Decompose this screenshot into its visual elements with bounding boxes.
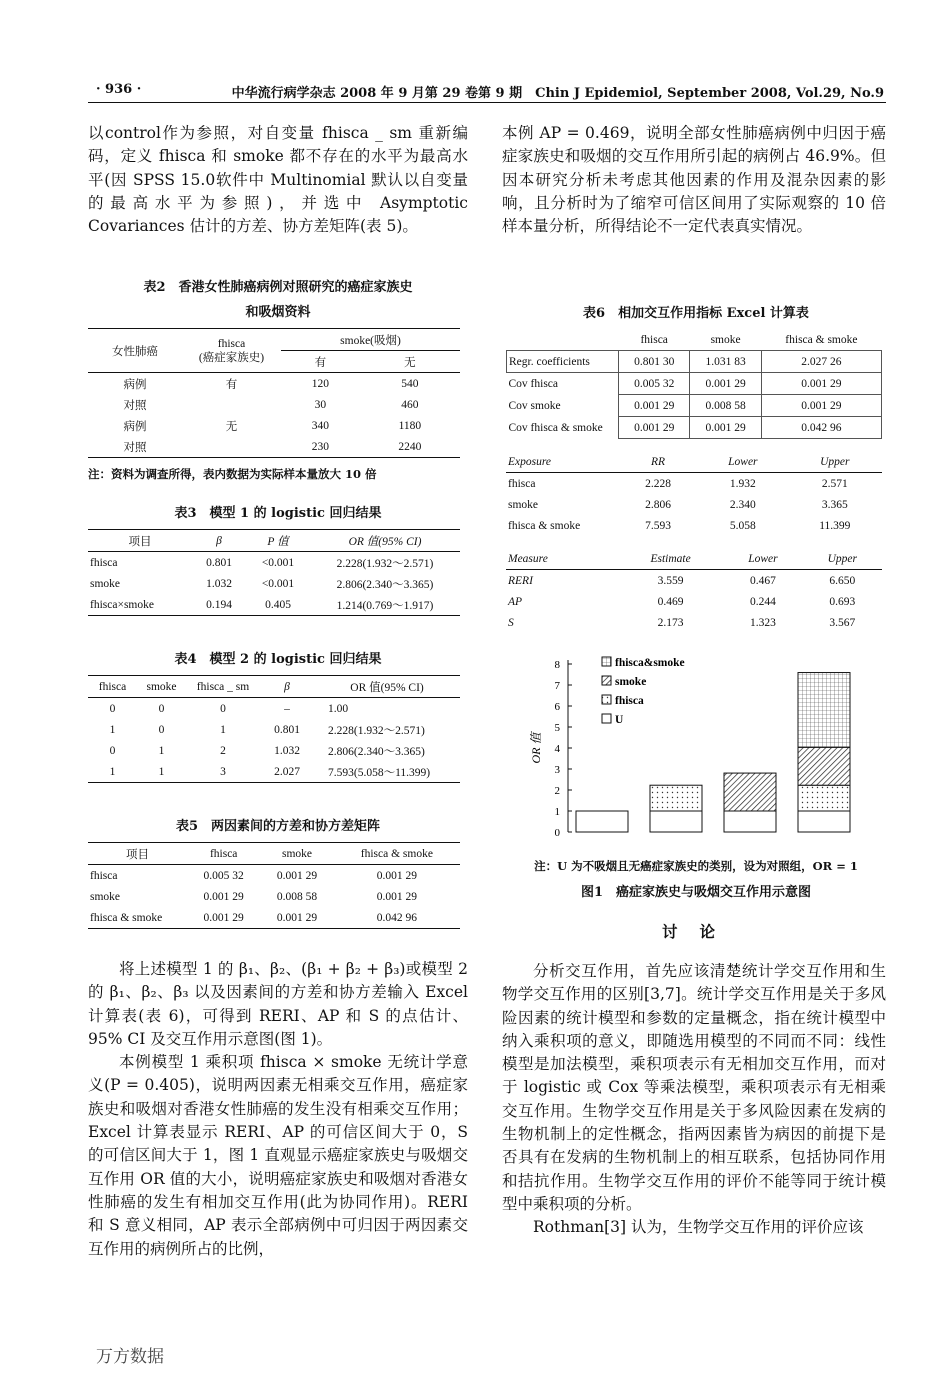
table-row: 对照 30 460 [123, 398, 419, 412]
y-tick-label: 1 [554, 806, 560, 818]
table-2 [88, 276, 468, 482]
legend-label: U [615, 714, 624, 726]
legend-label: fhisca [615, 695, 644, 707]
table-6-matrix: fhisca smoke fhisca & smoke Regr. coefficients 0.801 30 1.031 83 2.027 26 Cov fhisca 0.005 32 0.001 29 0.001 29 Cov smoke 0.001 29 0.008 58 0.001 29 Cov fhisca & smoke 0.001 29 0.001 29 0.042 96 [506, 329, 882, 439]
legend-swatch [602, 676, 611, 685]
bar-segment-fhisca [798, 785, 850, 811]
table-row: 1 1 3 2.027 7.593(5.058～11.399) [88, 761, 460, 783]
bar-segment-smoke [724, 773, 776, 811]
table-5 [88, 815, 468, 929]
y-tick-label: 4 [554, 743, 560, 755]
table-row: 0 0 0 – 1.00 [109, 702, 349, 715]
table-3 [88, 502, 468, 616]
bar-segment-smoke [798, 747, 850, 785]
table-2-header: 女性肺癌 [88, 329, 182, 373]
y-tick-label: 6 [554, 701, 560, 713]
y-tick-label: 8 [554, 659, 560, 671]
y-tick-label: 3 [554, 764, 560, 776]
table-row: 病例 无 340 1180 [123, 419, 422, 433]
table-row: Cov fhisca 0.005 32 0.001 29 0.001 29 [507, 373, 882, 395]
table-row: AP 0.469 0.244 0.693 [508, 595, 856, 608]
legend-label: smoke [615, 676, 647, 688]
table-6-measure: Measure Estimate Lower Upper RERI 3.559 0.467 6.650 AP 0.469 0.244 0.693 S 2.173 1.323 3.567 [506, 548, 882, 633]
table-row: 病例 有 120 540 [123, 377, 419, 391]
bar-segment-fhisca-smoke [798, 673, 850, 748]
figure-1-chart [510, 650, 880, 845]
section-title: 讨论 [662, 922, 738, 941]
table-6-exposure: Exposure RR Lower Upper fhisca 2.228 1.932 2.571 smoke 2.806 2.340 3.365 fhisca & smoke 7.593 5.058 11.399 [506, 451, 882, 536]
table-row: 0 1 2 1.032 2.806(2.340～3.365) [109, 744, 425, 758]
figure-1-note: 注：U 为不吸烟且无癌症家族史的类别，设为对照组，OR = 1 [534, 859, 858, 873]
page-number: · 936 · [96, 82, 142, 97]
watermark: 万方数据 [96, 1347, 164, 1367]
table-4-grid: fhisca smoke fhisca _ sm β OR 值(95% CI) 0 0 0 – 1.00 1 0 1 0.801 2.228(1.932～2.571) 0 1 2 1.032 2.806(2.340～3.365) 1 1 3 2.027 7.593(5.058～11.399) [88, 675, 460, 783]
left-paragraph-2: 将上述模型 1 的 β₁、β₂、(β₁ + β₂ + β₃)或模型 2 的 β₁、β₂、β₃ 以及因素间的方差和协方差输入 Excel 计算表(表 6)，可得到 RERI、AP 和 S 的点估计、95% CI 及交互作用示意图(图 1)。 本例模型 1 乘积项 fhisca × smoke 无统计学意义(P = 0.405)，说明两因素无相乘交互作用，癌症家族史和吸烟对香港女性肺癌的发生没有相乘交互作用；Excel 计算表显示 RERI、AP 的可信区间大于 0，S 的可信区间大于 1，图 1 直观显示癌症家族史与吸烟交互作用 OR 值的大小，说明癌症家族史和吸烟对香港女性肺癌的发生有相加交互作用(此为协同作用)。RERI 和 S 意义相同，AP 表示全部病例中可归因于两因素交互作用的病例所占的比例， [88, 960, 468, 1258]
header-rule [88, 102, 886, 103]
table-row: Cov fhisca & smoke 0.001 29 0.001 29 0.042 96 [507, 417, 882, 439]
table-5-caption: 表5 两因素间的方差和协方差矩阵 [175, 819, 381, 834]
table-2-grid [88, 328, 460, 458]
journal-header: 中华流行病学杂志 2008 年 9 月第 29 卷第 9 期 Chin J Epidemiol, September 2008, Vol.29, No.9 [231, 86, 884, 101]
table-5-grid: 项目 fhisca smoke fhisca & smoke fhisca 0.005 32 0.001 29 0.001 29 smoke 0.001 29 0.008 58 0.001 29 fhisca & smoke 0.001 29 0.001 29 0.042 96 [88, 842, 460, 929]
table-row: fhisca & smoke 7.593 5.058 11.399 [508, 519, 851, 532]
bar-segment-U [650, 811, 702, 832]
table-2-note: 注：资料为调查所得，表内数据为实际样本量放大 10 倍 [88, 467, 377, 481]
left-paragraph-1: 以control作为参照，对自变量 fhisca _ sm 重新编码，定义 fhisca 和 smoke 都不存在的水平为最高水平(因 SPSS 15.0软件中 Multinomial 默认以自变量的最高水平为参照)，并选中 Asymptotic Covariances 估计的方差、协方差矩阵(表 5)。 [88, 124, 468, 236]
bar-segment-fhisca [650, 785, 702, 811]
figure-1-caption: 图1 癌症家族史与吸烟交互作用示意图 [580, 885, 812, 900]
y-tick-label: 7 [554, 680, 560, 692]
bar-segment-U [798, 811, 850, 832]
y-tick-label: 0 [554, 827, 560, 839]
bar-segment-U [576, 811, 628, 832]
legend-label: fhisca&smoke [615, 657, 685, 669]
table-row: fhisca 0.801 <0.001 2.228(1.932～2.571) [90, 556, 434, 570]
table-row: fhisca 2.228 1.932 2.571 [508, 477, 848, 490]
y-tick-label: 5 [554, 722, 560, 734]
table-4 [88, 648, 468, 783]
table-2-header: 无 [404, 356, 416, 369]
table-row: smoke 2.806 2.340 3.365 [508, 498, 848, 511]
legend-swatch [602, 695, 611, 704]
table-2-caption-line2: 和吸烟资料 [245, 305, 311, 320]
legend-swatch [602, 657, 611, 666]
table-6-caption: 表6 相加交互作用指标 Excel 计算表 [583, 306, 809, 321]
table-row: smoke 1.032 <0.001 2.806(2.340～3.365) [90, 577, 434, 591]
table-6 [506, 302, 886, 633]
table-row: RERI 3.559 0.467 6.650 [508, 574, 856, 587]
right-paragraph-1: 本例 AP = 0.469，说明全部女性肺癌病例中归因于癌症家族史和吸烟的交互作用所引起的病例占 46.9%。但因本研究分析未考虑其他因素的作用及混杂因素的影响，且分析时为了缩窄可信区间用了实际观察的 10 倍样本量分析，所得结论不一定代表真实情况。 [502, 124, 886, 236]
table-row: Cov smoke 0.001 29 0.008 58 0.001 29 [507, 395, 882, 417]
table-3-caption: 表3 模型 1 的 logistic 回归结果 [174, 506, 382, 521]
table-4-caption: 表4 模型 2 的 logistic 回归结果 [174, 652, 382, 667]
table-row: fhisca×smoke 0.194 0.405 1.214(0.769～1.917) [88, 594, 460, 616]
bar-segment-U [724, 811, 776, 832]
table-row: smoke 0.001 29 0.008 58 0.001 29 [90, 890, 417, 903]
table-row: 1 0 1 0.801 2.228(1.932～2.571) [109, 723, 425, 737]
table-2-header: 有 [314, 356, 327, 369]
table-2-header: smoke(吸烟) [281, 329, 460, 351]
table-row: S 2.173 1.323 3.567 [508, 616, 856, 629]
table-3-grid: 项目 β P 值 OR 值(95% CI) fhisca 0.801 <0.001 2.228(1.932～2.571) smoke 1.032 <0.001 2.806(2.340～3.365) fhisca×smoke 0.194 0.405 1.214(0.769～1.917) [88, 529, 460, 616]
y-tick-label: 2 [554, 785, 560, 797]
legend-swatch [602, 714, 611, 723]
y-axis-label: OR 值 [529, 732, 543, 764]
right-paragraph-2: 分析交互作用，首先应该清楚统计学交互作用和生物学交互作用的区别[3,7]。统计学交互作用是关于多风险因素的统计模型和参数的定量概念，指在统计模型中纳入乘积项的意义，即随选用模型的不同而不同：线性模型是加法模型，乘积项表示有无相加交互作用，而对于 logistic 或 Cox 等乘法模型，乘积项表示有无相乘交互作用。生物学交互作用是关于多风险因素在发病的生物机制上的定性概念，指两因素皆为病因的前提下是否具有在发病的生物机制上的相互联系，包括协同作用和拮抗作用。生物学交互作用的评价不能等同于统计模型中乘积项的分析。 Rothman[3] 认为，生物学交互作用的评价应该 [502, 962, 886, 1237]
table-row: 对照 230 2240 [88, 436, 460, 458]
table-row: fhisca & smoke 0.001 29 0.001 29 0.042 96 [88, 907, 460, 929]
table-2-caption: 表2 香港女性肺癌病例对照研究的癌症家族史 [143, 280, 413, 295]
table-row: Regr. coefficients 0.801 30 1.031 83 2.027 26 [507, 351, 882, 373]
table-2-header: fhisca (癌症家族史) [182, 329, 281, 373]
table-row: fhisca 0.005 32 0.001 29 0.001 29 [90, 869, 417, 882]
